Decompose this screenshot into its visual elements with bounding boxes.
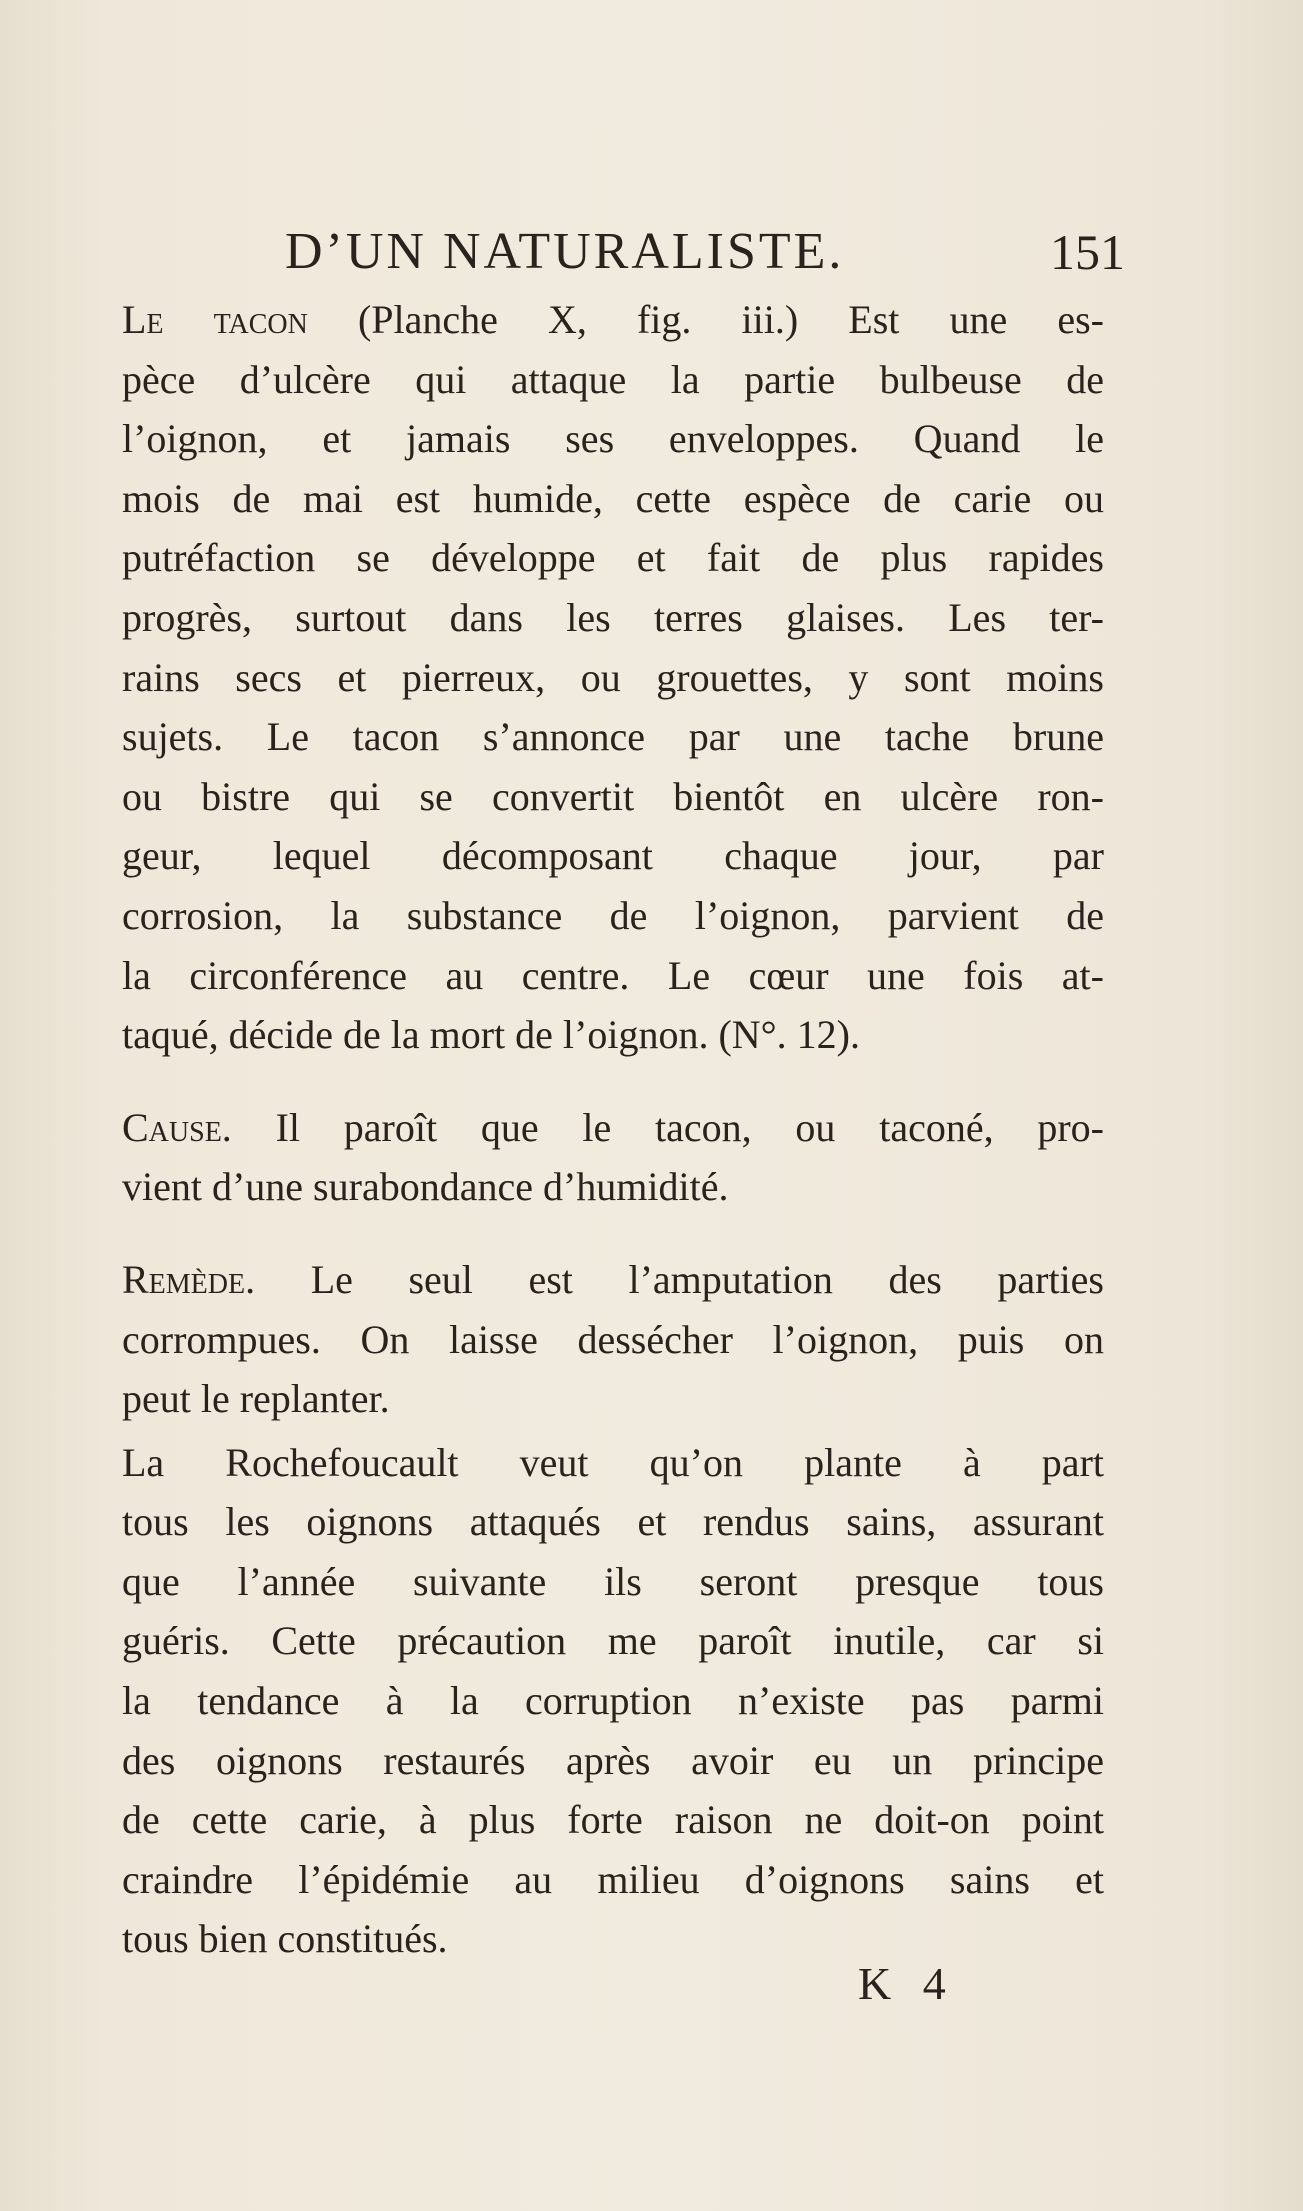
text-line: tous les oignons attaqués et rendus sains, assurant (122, 1499, 1104, 1545)
text-line: craindre l’épidémie au milieu d’oignons sains et (122, 1856, 1104, 1902)
text-line: que l’année suivante ils seront presque tous (122, 1558, 1104, 1604)
running-title: D’UN NATURALISTE. (285, 223, 845, 280)
text-line: peut le replanter. (122, 1376, 390, 1422)
text-line: ou bistre qui se convertit bientôt en ulcère ron- (122, 773, 1104, 819)
text-line: pèce d’ulcère qui attaque la partie bulbeuse de (122, 356, 1104, 402)
text-line: des oignons restaurés après avoir eu un principe (122, 1737, 1104, 1783)
paragraph-lead: Remède. (122, 1256, 256, 1302)
paragraph-cause (122, 1098, 1104, 1217)
text-line: putréfaction se développe et fait de plus rapides (122, 535, 1104, 581)
paragraph-tacon (122, 290, 1104, 1065)
paragraph-lead: Le tacon (122, 297, 308, 342)
text-line: mois de mai est humide, cette espèce de carie ou (122, 475, 1104, 521)
text-line: Le seul est l’amputation des parties (255, 1256, 1104, 1302)
text-line: la circonférence au centre. Le cœur une fois at- (122, 952, 1104, 998)
text-line: progrès, surtout dans les terres glaises. Les ter- (122, 594, 1104, 640)
signature-mark: K 4 (858, 1958, 956, 2009)
page-header (125, 222, 1125, 282)
text-line: guéris. Cette précaution me paroît inutile, car si (122, 1618, 1104, 1664)
text-line: corrompues. On laisse dessécher l’oignon, puis on (122, 1316, 1104, 1362)
paragraph-lead: Cause. (122, 1104, 232, 1150)
paragraph-rochefoucault (122, 1433, 1104, 1969)
body-text (122, 290, 1104, 1969)
text-line: geur, lequel décomposant chaque jour, par (122, 833, 1104, 879)
text-line: Il paroît que le tacon, ou taconé, pro- (231, 1104, 1104, 1150)
text-line: (Planche X, fig. iii.) Est une es- (307, 297, 1104, 342)
text-line: l’oignon, et jamais ses enveloppes. Quand le (122, 416, 1104, 462)
text-line: de cette carie, à plus forte raison ne doit-on point (122, 1797, 1104, 1843)
text-line: la tendance à la corruption n’existe pas parmi (122, 1678, 1104, 1724)
text-line: corrosion, la substance de l’oignon, parvient de (122, 892, 1104, 938)
text-line: sujets. Le tacon s’annonce par une tache brune (122, 714, 1104, 760)
text-line: tous bien constitués. (122, 1916, 448, 1962)
text-line: rains secs et pierreux, ou grouettes, y sont moins (122, 654, 1104, 700)
text-line: vient d’une surabondance d’humidité. (122, 1164, 729, 1210)
page-number: 151 (1050, 224, 1125, 280)
text-line: La Rochefoucault veut qu’on plante à part (122, 1439, 1104, 1485)
text-line: taqué, décide de la mort de l’oignon. (N°. 12). (122, 1012, 860, 1058)
paragraph-remede (122, 1250, 1104, 1429)
